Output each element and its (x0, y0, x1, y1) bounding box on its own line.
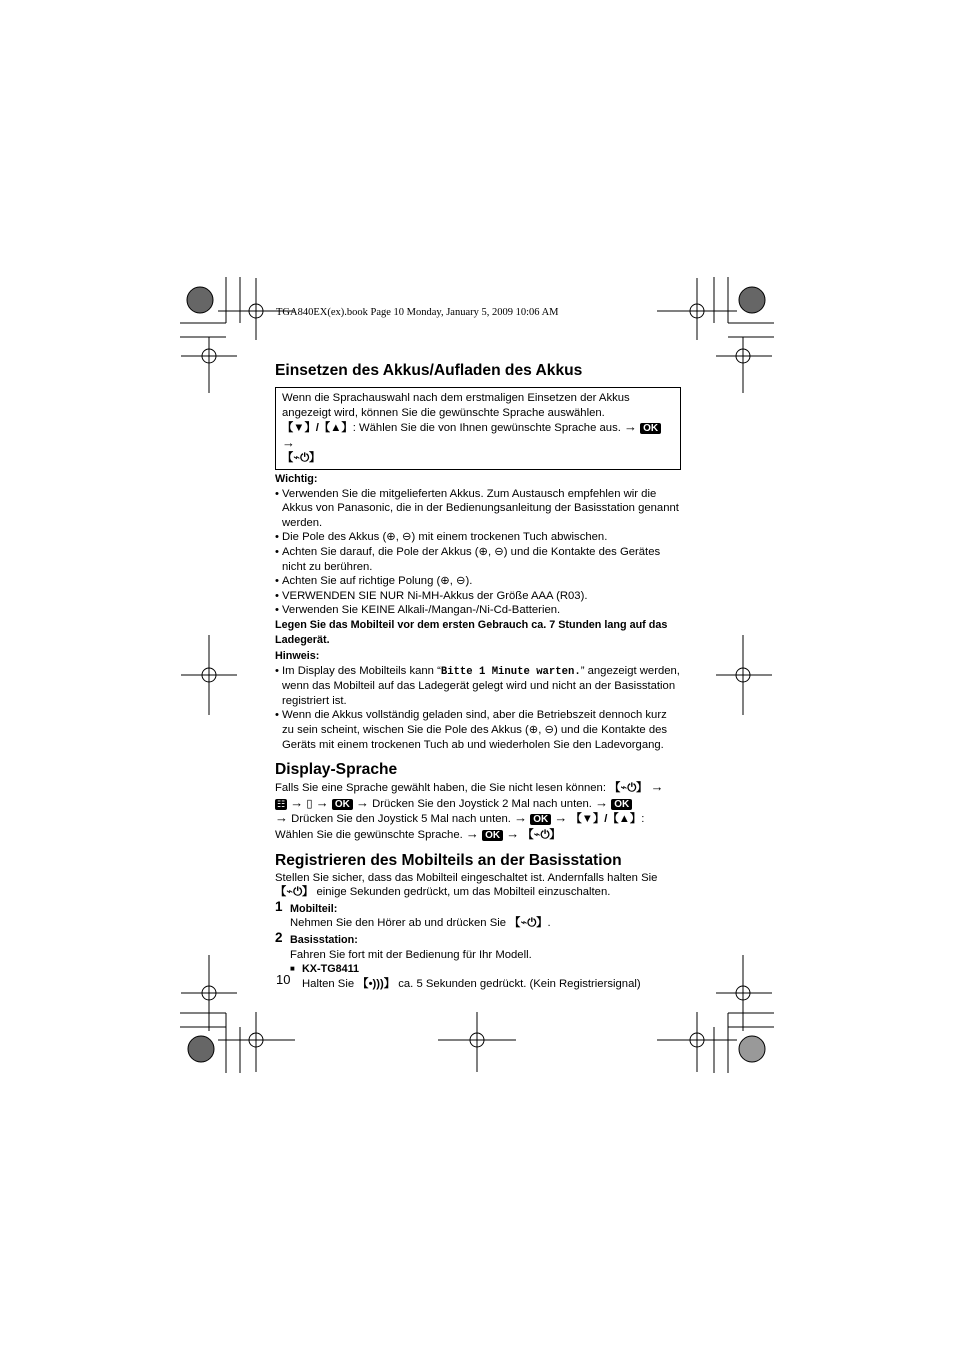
arrow-icon: → (275, 810, 288, 826)
menu-icon: ☷ (277, 798, 286, 809)
step-text: Nehmen Sie den Hörer ab und drücken Sie 【⌁⏻】. (290, 917, 551, 930)
ok-key-icon: OK (332, 799, 353, 810)
off-key: 【⌁⏻】 (609, 782, 648, 795)
arrow-icon: → (506, 826, 520, 842)
step-label: Mobilteil: (290, 902, 338, 915)
registrieren-intro: Stellen Sie sicher, dass das Mobilteil eingeschaltet ist. Andernfalls halten Sie 【⌁⏻】 einige Sekunden gedrückt, um das Mobilteil einzuschalten. (275, 871, 658, 899)
off-key: 【⌁⏻】 (282, 452, 321, 465)
list-item: • Im Display des Mobilteils kann “Bitte 1 Minute warten.” angezeigt werden, wenn das Mobilteil auf das Ladegerät gelegt wird und nicht an der Basisstation registriert ist. (275, 664, 681, 709)
charging-note: Legen Sie das Mobilteil vor dem ersten Gebrauch ca. 7 Stunden lang auf das Ladegerät. (275, 618, 668, 646)
wichtig-list (275, 487, 681, 618)
step-text: Fahren Sie fort mit der Bedienung für Ihr Modell. (290, 948, 532, 961)
ok-key-icon: OK (640, 423, 661, 434)
ok-key-icon: OK (482, 830, 503, 841)
box-text: Wenn die Sprachauswahl nach dem erstmaligen Einsetzen der Akkus angezeigt wird, können Sie die gewünschte Sprache auswählen. 【▼】/【▲】: Wählen Sie die von Ihnen gewünschte Sprache aus. → OK → 【⌁⏻】 (282, 391, 674, 466)
locator-key: 【•)))】 (357, 977, 396, 990)
off-key: 【⌁⏻】 (522, 829, 561, 842)
phone-icon: ▯ (306, 797, 313, 810)
arrow-icon: → (624, 419, 638, 435)
hinweis-list (275, 664, 681, 753)
arrow-icon: → (554, 810, 568, 826)
arrow-icon: → (282, 434, 295, 450)
off-key: 【⌁⏻】 (509, 917, 548, 930)
up-down-key: 【▼】/【▲】 (282, 422, 353, 435)
arrow-icon: → (650, 779, 664, 795)
step-2 (275, 930, 681, 991)
page-number: 10 (276, 972, 291, 987)
section-title-akkus: Einsetzen des Akkus/Aufladen des Akkus (275, 362, 583, 379)
step-number: 2 (275, 930, 283, 945)
registration-circle (187, 287, 213, 313)
arrow-icon: → (356, 794, 369, 810)
list-item: • Verwenden Sie KEINE Alkali-/Mangan-/Ni-Cd-Batterien. (275, 603, 681, 618)
list-item: • Die Pole des Akkus (⊕, ⊖) mit einem trockenen Tuch abwischen. (275, 530, 681, 545)
list-item: • VERWENDEN SIE NUR Ni-MH-Akkus der Größe AAA (R03). (275, 589, 681, 604)
step-1 (275, 898, 681, 931)
list-item: • Wenn die Akkus vollständig geladen sind, aber die Betriebszeit dennoch kurz zu sein scheint, wischen Sie die Pole des Akkus (⊕, ⊖) und die Kontakte des Geräts mit einem trockenen Tuch ab und wiederholen Sie den Ladevorgang. (275, 708, 681, 752)
arrow-icon: → (315, 794, 329, 810)
arrow-icon: → (595, 794, 609, 810)
arrow-icon: → (514, 810, 528, 826)
step-label: Basisstation: (290, 934, 358, 946)
display-sprache-text: Falls Sie eine Sprache gewählt haben, die Sie nicht lesen können: 【⌁⏻】 → ☷ → ▯ → OK → Drücken Sie den Joystick 2 Mal nach unten. → OK → Drücken Sie den Joystick 5 Mal nach unten. → OK → 【▼】/【▲】: Wählen Sie die gewünschte Sprache. → OK → 【⌁⏻】 (275, 779, 664, 842)
ok-key-icon: OK (611, 799, 632, 810)
model-heading: ■ KX-TG8411 (290, 962, 681, 977)
list-item: • Achten Sie auf richtige Polung (⊕, ⊖). (275, 574, 681, 589)
arrow-icon: → (465, 826, 479, 842)
print-header: TGA840EX(ex).book Page 10 Monday, January 5, 2009 10:06 AM (276, 307, 559, 318)
main-content (275, 361, 681, 991)
list-item: • Achten Sie darauf, die Pole der Akkus (⊕, ⊖) und die Kontakte des Gerätes nicht zu berühren. (275, 545, 681, 574)
ok-key-icon: OK (530, 814, 551, 825)
model-text: Halten Sie 【•)))】 ca. 5 Sekunden gedrückt. (Kein Registriersignal) (302, 977, 641, 990)
hinweis-label: Hinweis: (275, 650, 320, 663)
display-message: Bitte 1 Minute warten. (440, 665, 581, 678)
step-number: 1 (275, 898, 283, 914)
list-item: • Verwenden Sie die mitgelieferten Akkus. Zum Austausch empfehlen wir die Akkus von Panasonic, die in der Bedienungsanleitung der Basisstation genannt werden. (275, 487, 681, 531)
language-info-box (275, 387, 681, 470)
section-title-registrieren: Registrieren des Mobilteils an der Basisstation (275, 851, 622, 869)
off-key: 【⌁⏻】 (275, 886, 314, 899)
section-title-display-sprache: Display-Sprache (275, 761, 398, 779)
up-down-key: 【▼】/【▲】 (570, 813, 642, 826)
wichtig-label: Wichtig: (275, 472, 318, 485)
arrow-icon: → (290, 794, 304, 810)
